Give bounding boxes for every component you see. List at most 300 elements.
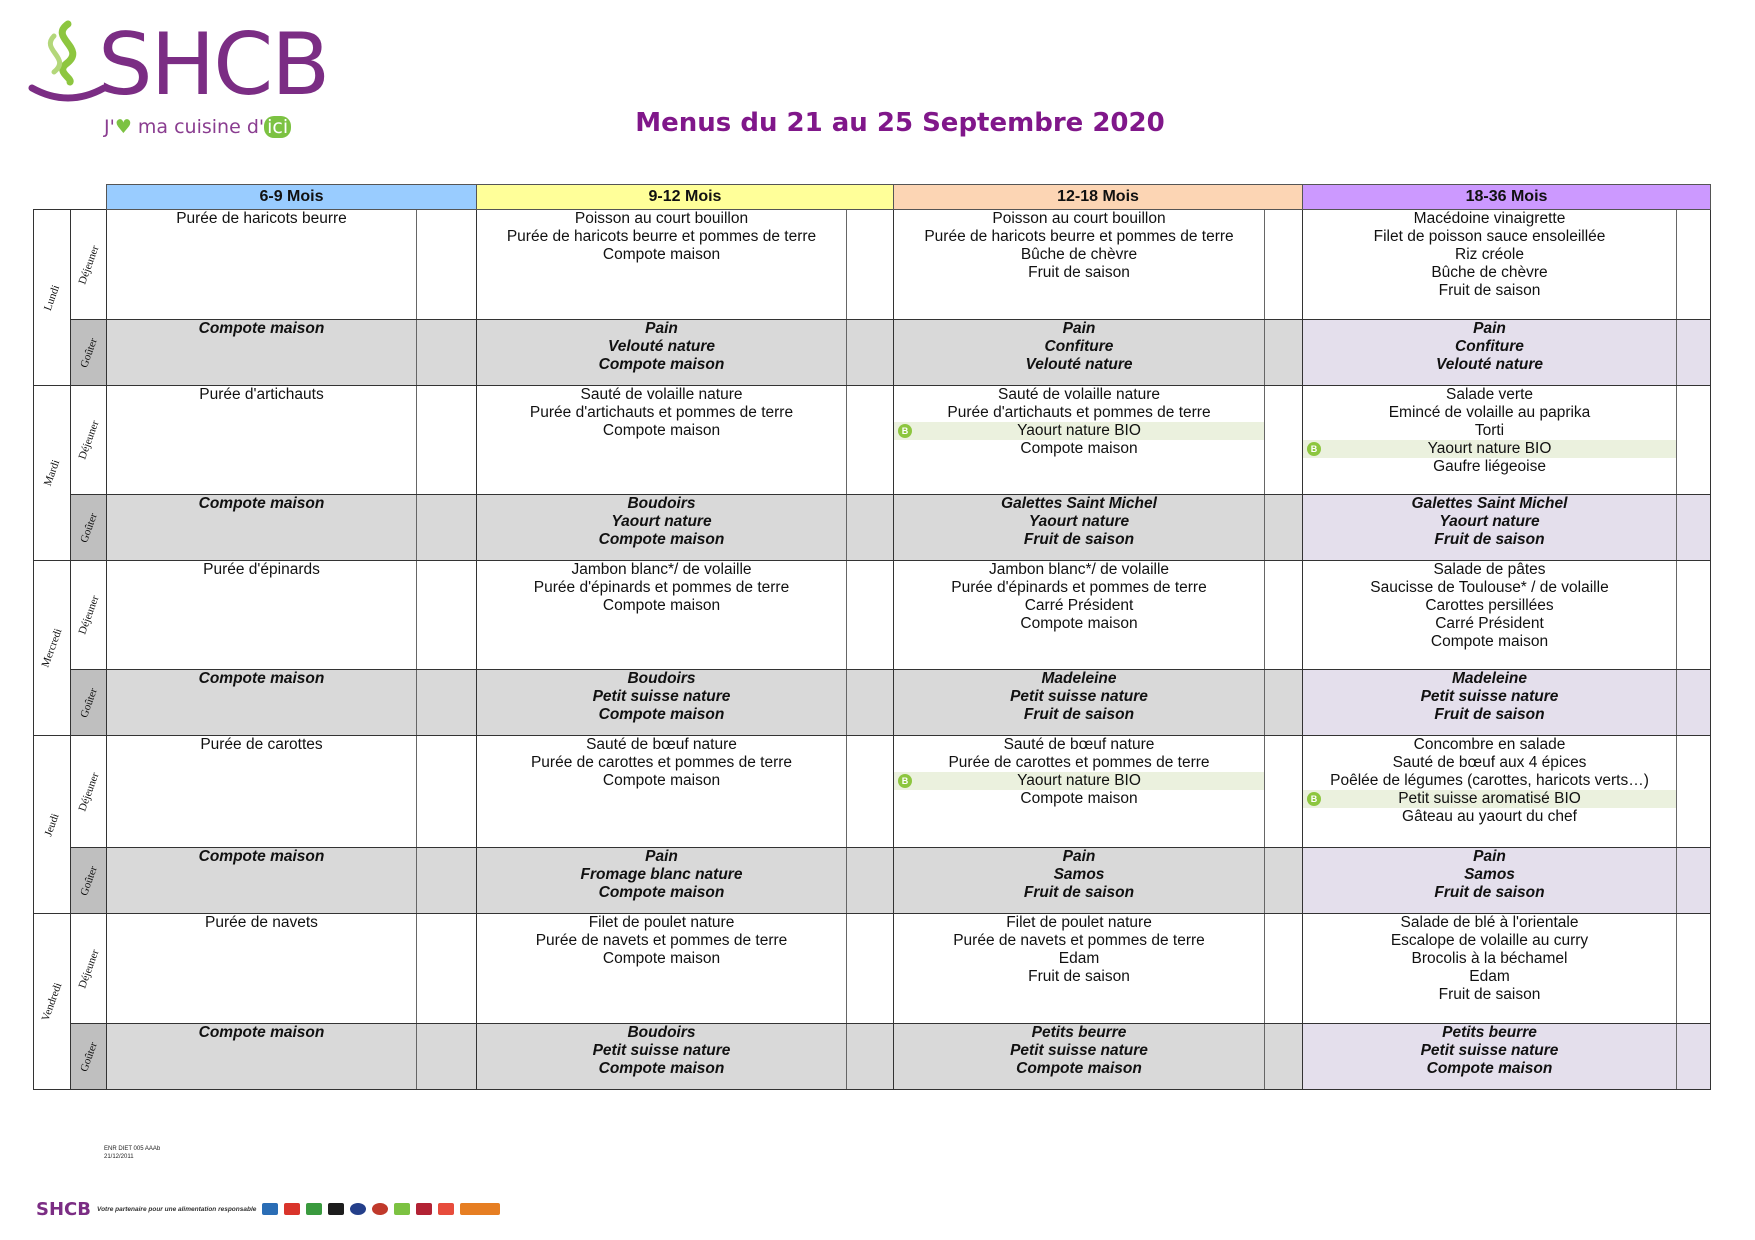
side-cell <box>1677 736 1711 848</box>
lunch-row <box>34 386 1711 495</box>
side-cell <box>417 848 477 914</box>
menu-item <box>1303 264 1676 282</box>
menu-item: Purée d'artichauts <box>199 386 324 403</box>
menu-item-text: Compote maison <box>598 706 725 723</box>
menu-item <box>894 1060 1264 1078</box>
lunch-row <box>34 736 1711 848</box>
menu-cell <box>1303 1024 1677 1090</box>
menu-item <box>894 790 1264 808</box>
label-logo-icon <box>460 1203 500 1215</box>
menu-item-list <box>1303 670 1676 724</box>
menu-item <box>477 531 846 549</box>
menu-item <box>894 338 1264 356</box>
menu-item <box>477 932 846 950</box>
menu-item <box>1303 210 1676 228</box>
side-cell <box>1265 736 1303 848</box>
menu-item-text: Sauté de bœuf nature <box>586 736 737 753</box>
meal-label: Goûter <box>77 1040 100 1073</box>
menu-item <box>894 884 1264 902</box>
menu-item <box>894 706 1264 724</box>
menu-item <box>477 754 846 772</box>
menu-item <box>894 513 1264 531</box>
snack-row <box>34 495 1711 561</box>
menu-item <box>1303 1024 1676 1042</box>
menu-item <box>1303 531 1676 549</box>
menu-item-text: Poisson au court bouillon <box>574 210 749 227</box>
meal-label-cell <box>71 670 107 736</box>
menu-cell <box>477 670 847 736</box>
menu-item-list <box>894 386 1264 458</box>
menu-item-text: Fruit de saison <box>1438 282 1541 299</box>
menu-item-text: Purée d'artichauts et pommes de terre <box>529 404 794 421</box>
label-logo-icon <box>438 1203 454 1215</box>
menu-item <box>894 561 1264 579</box>
menu-item: Purée de navets <box>205 914 318 931</box>
menu-item-list <box>477 495 846 549</box>
menu-item-text: Concombre en salade <box>1413 736 1566 753</box>
menu-item <box>894 264 1264 282</box>
menu-item-text: Velouté nature <box>1435 356 1544 373</box>
menu-item <box>894 228 1264 246</box>
reference-date: 21/12/2011 <box>104 1154 134 1160</box>
menu-cell <box>477 210 847 320</box>
side-cell <box>1265 320 1303 386</box>
menu-item-text: Filet de poulet nature <box>588 914 735 931</box>
side-cell <box>417 1024 477 1090</box>
menu-item-text: Fruit de saison <box>1028 968 1130 985</box>
menu-item: Compote maison <box>198 320 325 337</box>
meal-label-cell <box>71 495 107 561</box>
side-cell <box>847 670 894 736</box>
menu-cell <box>894 914 1265 1024</box>
menu-item-text: Samos <box>1053 866 1105 883</box>
menu-item-text: Yaourt nature <box>611 513 712 530</box>
menu-item-list <box>477 561 846 615</box>
side-cell <box>847 386 894 495</box>
menu-cell <box>107 561 417 670</box>
menu-item-list <box>894 320 1264 374</box>
side-cell <box>1265 495 1303 561</box>
menu-item-text: Sauté de volaille nature <box>997 386 1160 403</box>
menu-item-text: Sauté de bœuf aux 4 épices <box>1392 754 1587 771</box>
menu-item: Compote maison <box>198 670 325 687</box>
side-cell <box>1677 1024 1711 1090</box>
side-cell <box>417 914 477 1024</box>
day-cell <box>34 561 71 736</box>
menu-item <box>1303 848 1676 866</box>
menu-item-text: Fromage blanc nature <box>580 866 743 883</box>
menu-item <box>894 531 1264 549</box>
snack-row <box>34 670 1711 736</box>
menu-item <box>477 688 846 706</box>
menu-item <box>1303 320 1676 338</box>
menu-item <box>1303 615 1676 633</box>
menu-item-text: Poêlée de légumes (carottes, haricots verts…) <box>1330 772 1649 789</box>
snack-row <box>34 1024 1711 1090</box>
side-cell <box>847 210 894 320</box>
menu-item-text: Yaourt nature BIO <box>1017 772 1141 789</box>
side-cell <box>1265 1024 1303 1090</box>
label-logo-icon <box>350 1203 366 1215</box>
menu-item <box>1303 754 1676 772</box>
meal-label: Goûter <box>77 864 100 897</box>
menu-item <box>894 422 1264 440</box>
side-cell <box>417 320 477 386</box>
lunch-row <box>34 210 1711 320</box>
menu-item <box>1303 914 1676 932</box>
menu-item-text: Filet de poisson sauce ensoleillée <box>1373 228 1606 245</box>
menu-item <box>894 772 1264 790</box>
meal-label: Goûter <box>77 336 100 369</box>
tagline-ici: ici <box>264 116 291 138</box>
day-name: Mardi <box>41 458 63 488</box>
menu-item-text: Purée de navets et pommes de terre <box>953 932 1205 949</box>
menu-item-text: Filet de poulet nature <box>1006 914 1152 931</box>
menu-item-text: Petit suisse nature <box>592 688 731 705</box>
menu-item-text: Compote maison <box>1020 615 1138 632</box>
menu-item-text: Carré Président <box>1435 615 1544 632</box>
side-cell <box>1677 561 1711 670</box>
menu-item-text: Velouté nature <box>1025 356 1133 373</box>
menu-item-text: Torti <box>1474 422 1505 439</box>
menu-cell <box>477 320 847 386</box>
menu-cell <box>107 736 417 848</box>
menu-item-list <box>1303 914 1676 1004</box>
day-cell <box>34 386 71 561</box>
header-blank <box>34 185 107 210</box>
label-logo-icon <box>306 1203 322 1215</box>
menu-cell <box>477 1024 847 1090</box>
menu-item: Purée de haricots beurre <box>176 210 347 227</box>
menu-item-text: Yaourt nature BIO <box>1427 440 1552 457</box>
menu-item <box>477 706 846 724</box>
menu-cell <box>894 1024 1265 1090</box>
menu-item-text: Compote maison <box>598 1060 725 1077</box>
menu-item <box>477 356 846 374</box>
day-name: Mercredi <box>39 627 65 669</box>
menu-item-text: Purée de navets et pommes de terre <box>535 932 788 949</box>
meal-label: Déjeuner <box>75 947 102 990</box>
menu-item-list <box>1303 320 1676 374</box>
menu-item <box>477 670 846 688</box>
menu-item-text: Compote maison <box>602 422 721 439</box>
meal-label: Goûter <box>77 686 100 719</box>
menu-item <box>894 440 1264 458</box>
menu-item-text: Bûche de chèvre <box>1020 246 1138 263</box>
menu-item-text: Salade verte <box>1445 386 1534 403</box>
menu-cell <box>894 848 1265 914</box>
menu-item <box>477 884 846 902</box>
menu-item <box>1303 228 1676 246</box>
menu-cell <box>1303 386 1677 495</box>
menu-item-text: Compote maison <box>602 246 721 263</box>
menu-item <box>894 950 1264 968</box>
menu-cell <box>107 386 417 495</box>
side-cell <box>1677 210 1711 320</box>
reference-code: ENR DIET 005 AAAb <box>104 1146 161 1152</box>
day-name: Vendredi <box>39 980 65 1023</box>
menu-item <box>1303 246 1676 264</box>
menu-item <box>477 1060 846 1078</box>
side-cell <box>847 848 894 914</box>
menu-item-list <box>894 736 1264 808</box>
menu-item-list <box>477 386 846 440</box>
menu-item <box>894 597 1264 615</box>
menu-item-text: Poisson au court bouillon <box>992 210 1166 227</box>
meal-label-cell <box>71 561 107 670</box>
side-cell <box>847 320 894 386</box>
menu-item-list <box>894 495 1264 549</box>
side-cell <box>1265 561 1303 670</box>
menu-item-text: Saucisse de Toulouse* / de volaille <box>1370 579 1609 596</box>
snack-row <box>34 848 1711 914</box>
menu-item <box>894 404 1264 422</box>
menu-item-text: Fruit de saison <box>1023 531 1135 548</box>
age-column-header: 9-12 Mois <box>477 185 894 210</box>
menu-item-text: Fruit de saison <box>1434 531 1545 548</box>
menu-item <box>894 356 1264 374</box>
side-cell <box>847 736 894 848</box>
menu-item <box>1303 968 1676 986</box>
menu-item <box>1303 772 1676 790</box>
menu-cell <box>477 736 847 848</box>
menu-item <box>477 404 846 422</box>
menu-item <box>477 422 846 440</box>
menu-item <box>1303 986 1676 1004</box>
side-cell <box>847 914 894 1024</box>
menu-item <box>477 579 846 597</box>
menu-item-text: Compote maison <box>1020 790 1138 807</box>
menu-item <box>1303 338 1676 356</box>
menu-item-text: Fruit de saison <box>1023 884 1135 901</box>
menu-item-text: Pain <box>1473 848 1506 865</box>
footer-brand: SHCB <box>36 1198 91 1220</box>
menu-item-list <box>894 561 1264 633</box>
menu-item-text: Petit suisse nature <box>1010 688 1148 705</box>
menu-item-text: Boudoirs <box>627 495 696 512</box>
menu-item <box>1303 356 1676 374</box>
bio-icon: B <box>898 774 912 788</box>
menu-item-text: Carottes persillées <box>1425 597 1554 614</box>
day-cell <box>34 914 71 1090</box>
menu-item <box>894 386 1264 404</box>
menu-table <box>33 184 1711 1090</box>
menu-item-text: Purée d'épinards et pommes de terre <box>951 579 1207 596</box>
menu-item <box>894 932 1264 950</box>
menu-item-text: Gaufre liégeoise <box>1433 458 1546 475</box>
label-logo-icon <box>372 1203 388 1215</box>
day-cell <box>34 736 71 914</box>
menu-item-list <box>1303 848 1676 902</box>
menu-item <box>1303 884 1676 902</box>
menu-item <box>477 736 846 754</box>
menu-item-text: Macédoine vinaigrette <box>1413 210 1566 227</box>
menu-item <box>894 736 1264 754</box>
menu-item <box>894 495 1264 513</box>
meal-label-cell <box>71 210 107 320</box>
side-cell <box>847 1024 894 1090</box>
menu-item <box>1303 1060 1676 1078</box>
menu-item-list <box>477 320 846 374</box>
meal-label: Déjeuner <box>75 243 102 286</box>
menu-item-text: Brocolis à la béchamel <box>1411 950 1568 967</box>
menu-item-text: Salade de blé à l'orientale <box>1400 914 1579 931</box>
menu-item-text: Riz créole <box>1455 246 1524 263</box>
menu-item <box>894 914 1264 932</box>
menu-item-text: Compote maison <box>602 772 721 789</box>
menu-item-text: Yaourt nature <box>1028 513 1130 530</box>
menu-cell <box>1303 914 1677 1024</box>
menu-cell <box>107 848 417 914</box>
tagline-part: J' <box>104 116 115 138</box>
menu-cell <box>894 210 1265 320</box>
tagline-part: ma cuisine d' <box>131 116 265 138</box>
menu-item-text: Emincé de volaille au paprika <box>1388 404 1591 421</box>
menu-cell <box>894 736 1265 848</box>
menu-item-text: Petits beurre <box>1031 1024 1127 1041</box>
menu-item-text: Carré Président <box>1024 597 1134 614</box>
menu-item <box>1303 932 1676 950</box>
menu-cell <box>1303 736 1677 848</box>
document-reference <box>104 1145 160 1161</box>
menu-item <box>1303 561 1676 579</box>
menu-item-text: Fruit de saison <box>1028 264 1130 281</box>
menu-item-text: Salade de pâtes <box>1433 561 1546 578</box>
menu-cell <box>477 914 847 1024</box>
menu-item <box>894 968 1264 986</box>
meal-label-cell <box>71 736 107 848</box>
menu-item: Purée d'épinards <box>203 561 320 578</box>
menu-item <box>477 866 846 884</box>
menu-item-list <box>477 670 846 724</box>
menu-item <box>1303 579 1676 597</box>
side-cell <box>1265 210 1303 320</box>
bio-icon: B <box>898 424 912 438</box>
menu-cell <box>107 495 417 561</box>
menu-cell <box>477 386 847 495</box>
menu-cell <box>1303 320 1677 386</box>
side-cell <box>1677 914 1711 1024</box>
menu-item <box>477 246 846 264</box>
side-cell <box>417 561 477 670</box>
menu-item <box>1303 790 1676 808</box>
menu-item <box>894 866 1264 884</box>
menu-item <box>477 513 846 531</box>
menu-item <box>1303 808 1676 826</box>
label-logo-icon <box>394 1203 410 1215</box>
menu-item-text: Petit suisse nature <box>1420 1042 1559 1059</box>
menu-cell <box>107 914 417 1024</box>
menu-item <box>1303 1042 1676 1060</box>
menu-item <box>1303 495 1676 513</box>
menu-item-text: Compote maison <box>1426 1060 1553 1077</box>
menu-item <box>477 228 846 246</box>
menu-cell <box>1303 561 1677 670</box>
bio-icon: B <box>1307 792 1321 806</box>
menu-item <box>894 848 1264 866</box>
meal-label-cell <box>71 386 107 495</box>
menu-item <box>1303 404 1676 422</box>
menu-cell <box>477 561 847 670</box>
side-cell <box>1265 386 1303 495</box>
menu-item <box>894 320 1264 338</box>
menu-item <box>477 210 846 228</box>
menu-item-list <box>477 210 846 264</box>
menu-item-text: Purée d'artichauts et pommes de terre <box>947 404 1211 421</box>
menu-item-text: Confiture <box>1044 338 1114 355</box>
age-column-header: 6-9 Mois <box>107 185 477 210</box>
label-logo-icon <box>284 1203 300 1215</box>
menu-item-text: Yaourt nature <box>1439 513 1540 530</box>
side-cell <box>847 561 894 670</box>
menu-item-list <box>1303 386 1676 476</box>
menu-cell <box>107 1024 417 1090</box>
menu-item <box>477 386 846 404</box>
menu-item-text: Petits beurre <box>1442 1024 1537 1041</box>
footer-bar <box>36 1200 500 1218</box>
day-name: Lundi <box>41 283 63 312</box>
menu-item-text: Compote maison <box>598 356 725 373</box>
menu-item-text: Purée de carottes et pommes de terre <box>530 754 793 771</box>
menu-item-text: Galettes Saint Michel <box>1411 495 1568 512</box>
menu-item-text: Fruit de saison <box>1434 706 1545 723</box>
snack-row <box>34 320 1711 386</box>
menu-item-text: Pain <box>1062 848 1096 865</box>
menu-cell <box>107 670 417 736</box>
meal-label: Déjeuner <box>75 419 102 461</box>
menu-item <box>1303 458 1676 476</box>
heart-icon: ♥ <box>114 116 132 138</box>
menu-item <box>894 579 1264 597</box>
menu-item <box>1303 633 1676 651</box>
lunch-row <box>34 914 1711 1024</box>
label-logo-icon <box>328 1203 344 1215</box>
menu-item-text: Jambon blanc*/ de volaille <box>988 561 1170 578</box>
menu-item-text: Sauté de volaille nature <box>580 386 743 403</box>
menu-cell <box>477 848 847 914</box>
meal-label: Goûter <box>77 511 100 544</box>
day-name: Jeudi <box>42 811 62 838</box>
menu-item-text: Purée d'épinards et pommes de terre <box>533 579 790 596</box>
menu-item-text: Jambon blanc*/ de volaille <box>571 561 752 578</box>
side-cell <box>847 495 894 561</box>
menu-item <box>894 615 1264 633</box>
menu-item-text: Boudoirs <box>627 1024 696 1041</box>
menu-item-list <box>894 848 1264 902</box>
menu-item <box>1303 736 1676 754</box>
footer-text: Votre partenaire pour une alimentation responsable <box>96 1205 257 1213</box>
menu-item-text: Petit suisse aromatisé BIO <box>1398 790 1581 807</box>
menu-cell <box>894 495 1265 561</box>
menu-item <box>477 1024 846 1042</box>
menu-item-text: Sauté de bœuf nature <box>1003 736 1155 753</box>
menu-item-text: Petit suisse nature <box>592 1042 731 1059</box>
menu-item-text: Fruit de saison <box>1434 884 1545 901</box>
menu-item-text: Compote maison <box>602 597 721 614</box>
menu-item-text: Pain <box>645 320 678 337</box>
menu-item-text: Petit suisse nature <box>1420 688 1559 705</box>
label-logo-icon <box>416 1203 432 1215</box>
menu-item <box>477 772 846 790</box>
menu-cell <box>1303 848 1677 914</box>
menu-item-list <box>477 848 846 902</box>
menu-item-text: Edam <box>1058 950 1100 967</box>
meal-label: Déjeuner <box>75 770 102 813</box>
age-column-header: 18-36 Mois <box>1303 185 1711 210</box>
menu-item-list <box>477 736 846 790</box>
menu-cell <box>107 320 417 386</box>
menu-cell <box>894 670 1265 736</box>
